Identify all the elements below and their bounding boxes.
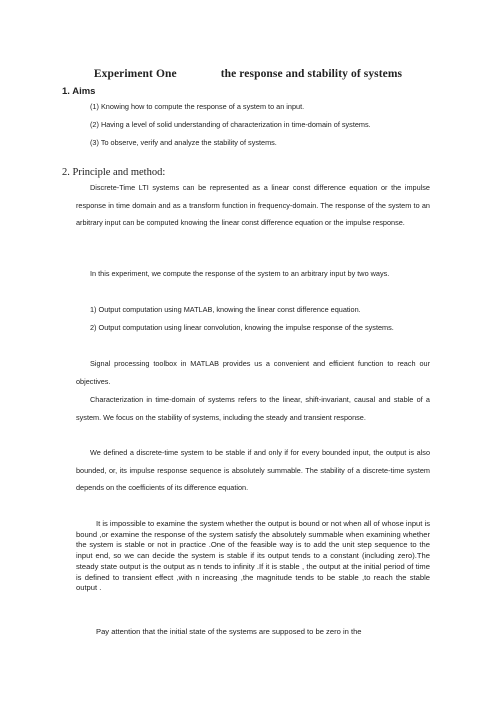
section-heading-principle: 2. Principle and method: — [62, 167, 166, 178]
section-heading-aims: 1. Aims — [62, 86, 96, 97]
paragraph-two-ways: In this experiment, we compute the response of the system to an arbitrary input by two ways. — [90, 269, 390, 278]
paragraph-intro: Discrete-Time LTI systems can be represented as a linear const difference equation or the impulse response in time domain and as a transform function in frequency-domain. The response of the system to an arbitrary input can be computed knowing the linear const difference equation or the impulse response. — [76, 183, 430, 228]
paragraph-toolbox: Signal processing toolbox in MATLAB provides us a convenient and efficient function to reach our objectives. — [76, 359, 430, 386]
paragraph-stability-definition: We defined a discrete-time system to be stable if and only if for every bounded input, the output is also bounded, or, its impulse response sequence is absolutely summable. The stability of a discrete-time system depends on the coefficients of its difference equation. — [76, 448, 430, 493]
paragraph-initial-state: Pay attention that the initial state of the systems are supposed to be zero in the — [96, 627, 362, 636]
paragraph-method-1: 1) Output computation using MATLAB, knowing the linear const difference equation. — [90, 305, 361, 314]
paragraph-method-2: 2) Output computation using linear convolution, knowing the impulse response of the systems. — [90, 323, 394, 332]
aim-item-3: (3) To observe, verify and analyze the stability of systems. — [90, 138, 277, 147]
document-title — [0, 68, 496, 80]
aim-item-1: (1) Knowing how to compute the response of a system to an input. — [90, 102, 305, 111]
title-topic: the response and stability of systems — [220, 68, 403, 80]
aim-item-2: (2) Having a level of solid understanding of characterization in time-domain of systems. — [90, 120, 371, 129]
title-experiment: Experiment One — [93, 68, 177, 80]
paragraph-feasible-way: It is impossible to examine the system whether the output is bound or not when all of whose input is bound ,or examine the response of the system satisfy the absolutely summable when examining whether the system is stable or not in practice .One of the feasible way is to add the unit step sequence to the input end, so we can decide the system is stable if its output tends to a constant (including zero).The steady state output is the output as n tends to infinity .If it is stable , the output at the initial period of time is defined to transient effect ,with n increasing ,the magnitude tends to be stable ,to reach the stable output . — [76, 519, 430, 593]
paragraph-characterization: Characterization in time-domain of systems refers to the linear, shift-invariant, causal and stable of a system. We focus on the stability of systems, including the steady and transient response. — [76, 395, 430, 422]
